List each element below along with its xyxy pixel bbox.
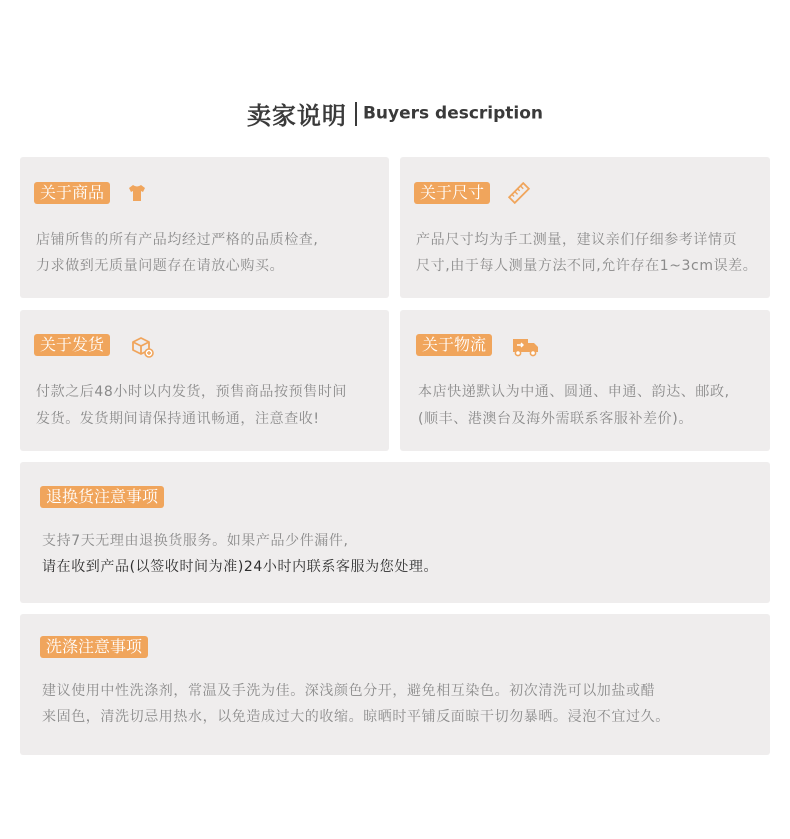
size-line-2: 尺寸,由于每人测量方法不同,允许存在1~3cm误差。: [416, 258, 758, 274]
card-logistics: [400, 310, 770, 451]
tag-size: 关于尺寸: [414, 182, 490, 204]
tshirt-icon: [126, 182, 148, 204]
shipping-line-2: 发货。发货期间请保持通讯畅通，注意查收!: [36, 411, 320, 427]
logistics-line-1: 本店快递默认为中通、圆通、申通、韵达、邮政,: [418, 384, 730, 400]
product-line-2: 力求做到无质量问题存在请放心购买。: [36, 258, 285, 274]
tag-shipping: 关于发货: [34, 334, 110, 356]
logistics-line-2: (顺丰、港澳台及海外需联系客服补差价)。: [418, 411, 693, 427]
card-shipping: [20, 310, 389, 451]
returns-line-2: 请在收到产品(以签收时间为准)24小时内联系客服为您处理。: [42, 559, 439, 575]
package-icon: [130, 335, 152, 357]
tag-product: 关于商品: [34, 182, 110, 204]
tag-returns: 退换货注意事项: [40, 486, 164, 508]
card-size: [400, 157, 770, 298]
size-line-1: 产品尺寸均为手工测量，建议亲们仔细参考详情页: [416, 232, 738, 248]
product-line-1: 店铺所售的所有产品均经过严格的品质检查,: [36, 232, 319, 248]
returns-line-1: 支持7天无理由退换货服务。如果产品少件漏件,: [42, 533, 349, 549]
card-returns: [20, 462, 770, 603]
card-product: [20, 157, 389, 298]
tag-logistics: 关于物流: [416, 334, 492, 356]
truck-icon: [512, 336, 540, 358]
title-english: Buyers description: [362, 103, 544, 124]
shipping-line-1: 付款之后48小时以内发货，预售商品按预售时间: [36, 384, 348, 400]
washing-line-1: 建议使用中性洗涤剂，常温及手洗为佳。深浅颜色分开，避免相互染色。初次清洗可以加盐或醋: [42, 683, 656, 699]
ruler-icon: [508, 182, 530, 204]
washing-line-2: 来固色，清洗切忌用热水，以免造成过大的收缩。晾晒时平铺反面晾干切勿暴晒。浸泡不宜过久。: [42, 709, 670, 725]
title-chinese: 卖家说明: [246, 102, 347, 130]
page-title: [0, 96, 790, 131]
card-washing: [20, 614, 770, 755]
title-divider: [355, 102, 357, 126]
tag-washing: 洗涤注意事项: [40, 636, 148, 658]
